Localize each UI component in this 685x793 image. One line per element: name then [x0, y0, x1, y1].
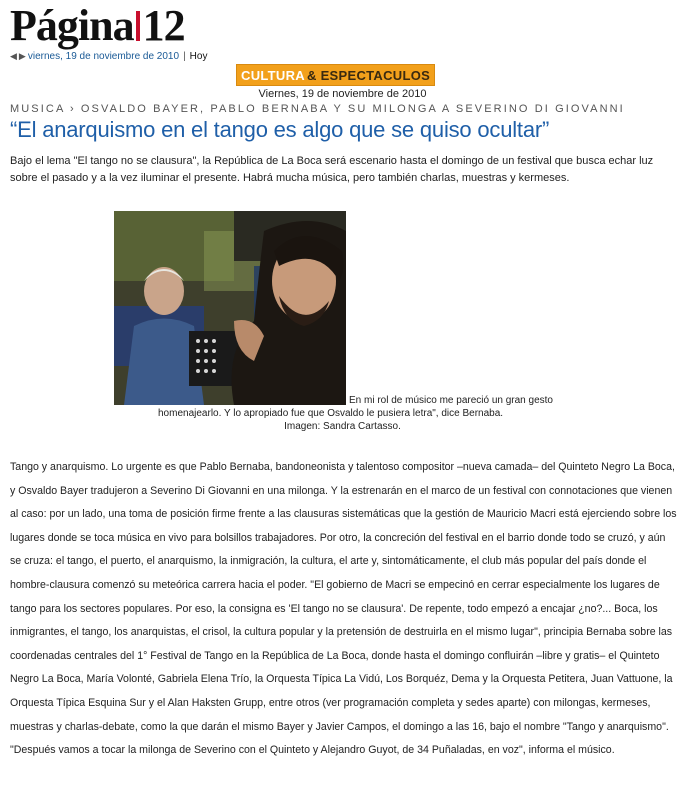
article-lead: Bajo el lema "El tango no se clausura", la República de La Boca será escenario hasta el domingo de un festival que busca echar luz sobre el pasado y a la vez iluminar el presente. Habrá mucha música, pero también charlas, muestras y kermeses.: [10, 155, 654, 184]
kicker-topic: OSVALDO BAYER, PABLO BERNABA Y SU MILONGA A SEVERINO DI GIOVANNI: [80, 103, 625, 115]
photo-credit: Imagen: Sandra Cartasso.: [284, 421, 401, 432]
previous-day-arrow-icon[interactable]: ◀: [10, 51, 17, 61]
body-paragraph: Tango y anarquismo. Lo urgente es que Pablo Bernaba, bandoneonista y talentoso compositor –nueva camada– del Quinteto Negro La Boca, y Osvaldo Bayer tradujeron a Severino Di Giovanni en una milonga. Y la estrenarán en el marco de un festival con connotaciones que vienen al caso: por un lado, una toma de posición firme frente a las clausuras sistemáticas que la gestión de Mauricio Macri está ejerciendo sobre los lugares donde se toca música en vivo para bolsillos trabajadores. Por otro, la concreción del festival en el barrio donde todo se cruzó, y aún se cruza: el tango, el puerto, el anarquismo, la inmigración, la cultura, el arte y, sintomáticamente, el club más popular del país donde el hombre-clausura comenzó su meteórica carrera hacia el poder. "El gobierno de Macri se empecinó en cerrar especialmente los lugares de tango para los sectores populares. Por eso, la consigna es 'El tango no se clausura'. De repente, todo empezó a encajar ¿no?... Boca, los inmigrantes, el tango, los anarquistas, el crisol, la cultura popular y la pretensión de destruirla en el mismo lugar", principia Bernaba sobre las coordenadas centrales del 1° Festival de Tango en la República de La Boca, donde hasta el domingo confluirán –libre y gratis– el Quinteto Negro La Boca, María Volonté, Gabriela Elena Trío, la Orquesta Típica La Vidú, Los Borquéz, Dema y la Orquesta Petitera, Juan Vattuone, la Orquesta Típica Esquina Sur y el Alan Haksten Grupp, entre otros (ver programación completa y sedes aparte) con milongas, kermeses, muestras y charlas-debate, como la que darán el mismo Bayer y Javier Campos, el domingo a las 16, bajo el nombre "Tango y anarquismo". "Después vamos a tocar la milonga de Severino con el Quinteto y Alejandro Guyot, de 34 Puñaladas, en voz", informa el músico.: [10, 461, 677, 757]
logo-bar: [136, 11, 140, 41]
section-badge[interactable]: [236, 64, 435, 86]
section-badge-secondary: & ESPECTACULOS: [306, 67, 431, 83]
photo-caption-line2: homenajearlo. Y lo apropiado fue que Osvaldo le pusiera letra", dice Bernaba.: [158, 408, 504, 419]
article-date: Viernes, 19 de noviembre de 2010: [258, 88, 427, 100]
photo-caption-line1: En mi rol de músico me pareció un gran gesto: [349, 395, 553, 406]
photo-illustration: [114, 211, 346, 405]
article-headline: “El anarquismo en el tango es algo que se quiso ocultar”: [10, 117, 550, 142]
section-badge-primary: CULTURA: [241, 67, 305, 83]
article-kicker: [10, 103, 625, 115]
current-edition-date: viernes, 19 de noviembre de 2010: [27, 51, 180, 62]
site-logo[interactable]: [10, 2, 185, 50]
date-separator: |: [183, 51, 186, 62]
article-photo: [114, 211, 346, 405]
article-body: [10, 456, 678, 763]
kicker-section: MUSICA: [10, 103, 65, 115]
logo-number: 12: [142, 1, 185, 50]
next-day-arrow-icon[interactable]: ▶: [18, 51, 26, 61]
logo-word: Página: [10, 1, 134, 50]
kicker-separator: ›: [69, 103, 76, 115]
today-link[interactable]: Hoy: [189, 51, 208, 62]
date-navigation: [10, 51, 207, 62]
